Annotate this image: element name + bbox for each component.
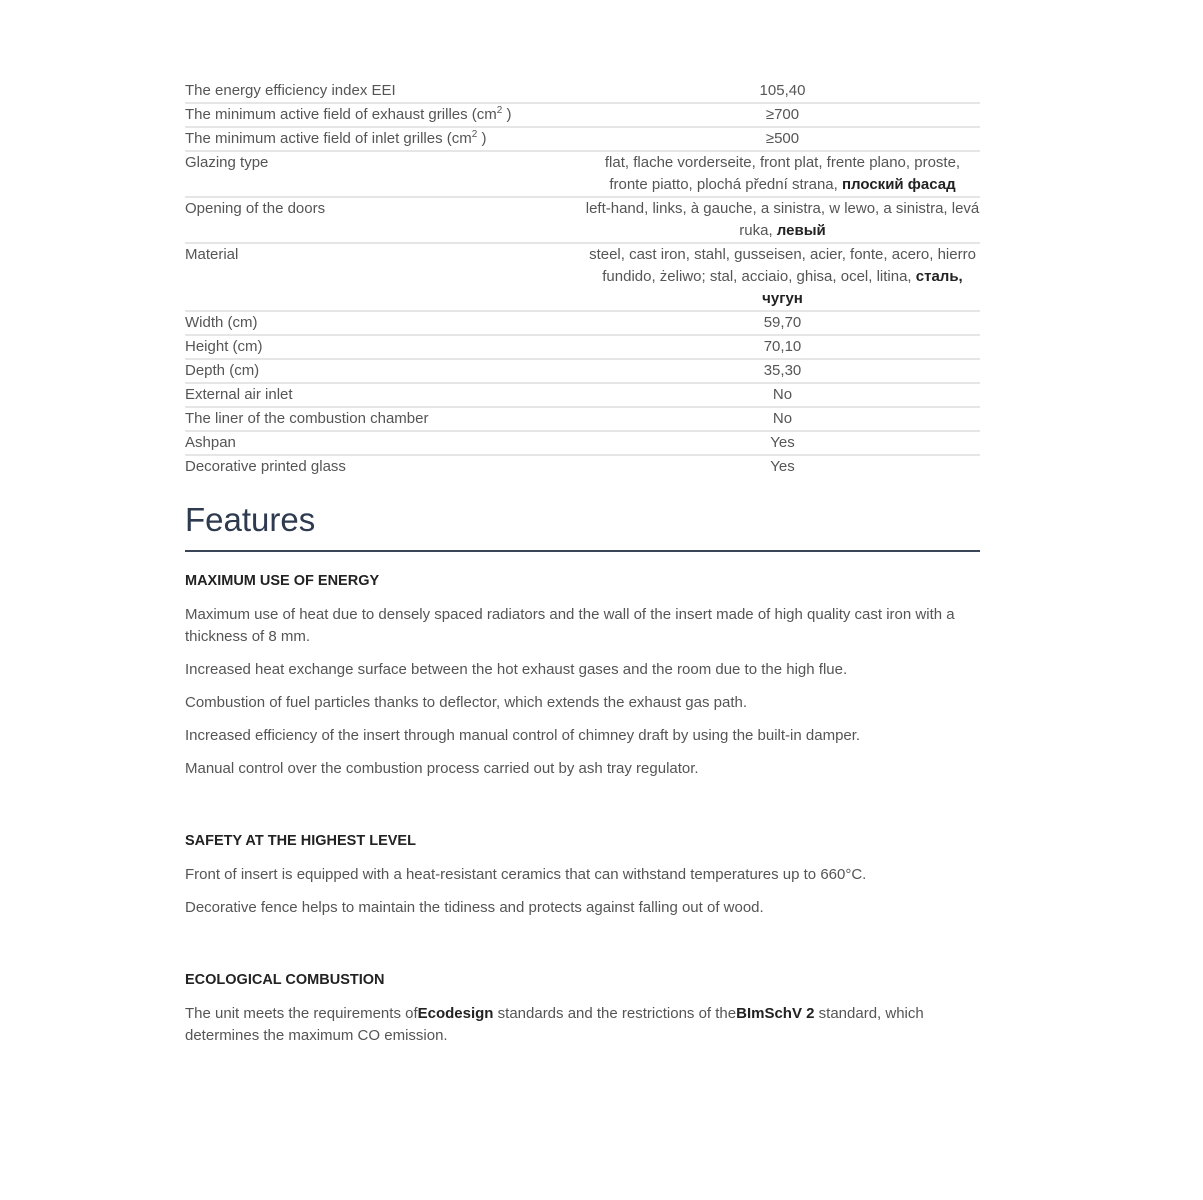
paragraph: Combustion of fuel particles thanks to deflector, which extends the exhaust gas path. — [185, 694, 747, 711]
features-heading: Features — [185, 500, 980, 552]
spec-label: Depth (cm) — [185, 362, 260, 379]
spec-value: 35,30 — [763, 362, 802, 379]
spec-value: No — [772, 386, 793, 403]
spec-row — [185, 151, 980, 197]
section-title: ECOLOGICAL COMBUSTION — [185, 972, 385, 988]
spec-value: 105,40 — [759, 82, 806, 99]
spec-row — [185, 335, 980, 359]
spec-row — [185, 243, 980, 311]
spec-value: 59,70 — [763, 314, 802, 331]
bimschv-term: BImSchV 2 — [736, 1005, 815, 1022]
spec-value: left-hand, links, à gauche, a sinistra, w lewo, a sinistra, levá ruka, левый — [585, 200, 980, 239]
section-title: SAFETY AT THE HIGHEST LEVEL — [185, 833, 416, 849]
spec-label: The minimum active field of exhaust grilles ($cm^2$ ) — [185, 105, 512, 123]
spec-label: Height (cm) — [185, 338, 263, 355]
paragraph: The unit meets the requirements ofEcodesign standards and the restrictions of theBImSchV 2 standard, which determines the maximum CO emission. — [185, 1005, 924, 1044]
spec-value: No — [772, 410, 793, 427]
paragraph: Increased heat exchange surface between the hot exhaust gases and the room due to the high flue. — [185, 661, 848, 678]
spec-row — [185, 311, 980, 335]
spec-row — [185, 383, 980, 407]
spec-value: ≥500 — [765, 130, 800, 147]
spec-value: 70,10 — [763, 338, 802, 355]
spec-row — [185, 197, 980, 243]
spec-value: steel, cast iron, stahl, gusseisen, acier, fonte, acero, hierro fundido, żeliwo; stal, acciaio, ghisa, ocel, litina, сталь, чугун — [589, 246, 976, 307]
paragraph: Maximum use of heat due to densely spaced radiators and the wall of the insert made of high quality cast iron with a thickness of 8 mm. — [185, 606, 955, 645]
spec-value: flat, flache vorderseite, front plat, frente plano, proste, fronte piatto, plochá přední strana, плоский фасад — [604, 154, 961, 193]
spec-row — [185, 80, 980, 103]
spec-row — [185, 103, 980, 127]
spec-label: External air inlet — [185, 386, 293, 403]
spec-row — [185, 431, 980, 455]
spec-label: The liner of the combustion chamber — [185, 410, 429, 427]
spec-row — [185, 407, 980, 431]
spec-value: Yes — [770, 434, 795, 451]
paragraph: Decorative fence helps to maintain the tidiness and protects against falling out of wood. — [185, 899, 764, 916]
spec-label: Decorative printed glass — [185, 458, 346, 475]
spec-label: Width (cm) — [185, 314, 258, 331]
spec-label: The minimum active field of inlet grilles ($cm^2$ ) — [185, 129, 487, 147]
spec-label: Ashpan — [185, 434, 236, 451]
spec-label: The energy efficiency index EEI — [185, 82, 396, 99]
spec-table — [185, 80, 980, 478]
spec-row — [185, 455, 980, 478]
spec-value: ≥700 — [765, 106, 800, 123]
spec-label: Opening of the doors — [185, 200, 326, 217]
product-content — [185, 80, 980, 1058]
paragraph: Front of insert is equipped with a heat-resistant ceramics that can withstand temperatures up to 660°C. — [185, 866, 867, 883]
spec-row — [185, 127, 980, 151]
spec-row — [185, 359, 980, 383]
section-safety — [185, 830, 980, 919]
paragraph: Increased efficiency of the insert through manual control of chimney draft by using the built-in damper. — [185, 727, 861, 744]
section-ecological — [185, 969, 980, 1047]
paragraph: Manual control over the combustion process carried out by ash tray regulator. — [185, 760, 699, 777]
spec-label: Material — [185, 246, 239, 263]
ecodesign-term: Ecodesign — [417, 1005, 494, 1022]
section-energy — [185, 570, 980, 780]
section-title: MAXIMUM USE OF ENERGY — [185, 573, 380, 589]
spec-label: Glazing type — [185, 154, 269, 171]
spec-value: Yes — [770, 458, 795, 475]
